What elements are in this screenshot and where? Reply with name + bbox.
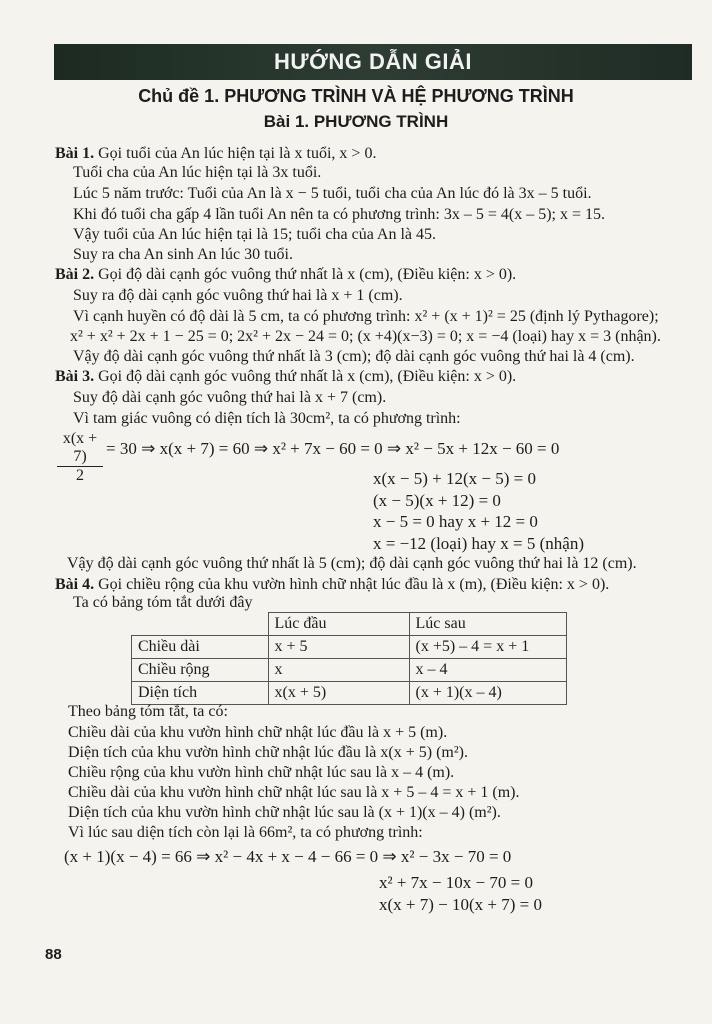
text-line: Diện tích của khu vườn hình chữ nhật lúc đầu là x(x + 5) (m²). <box>68 744 468 761</box>
table-header-row <box>132 613 567 636</box>
text-line: Vậy độ dài cạnh góc vuông thứ nhất là 5 (cm); độ dài cạnh góc vuông thứ hai là 12 (cm). <box>67 555 637 572</box>
equation-step: x² + 7x − 10x − 70 = 0 <box>379 873 533 892</box>
text-line: Suy ra cha An sinh An lúc 30 tuổi. <box>73 246 293 263</box>
text-line: Vậy tuổi của An lúc hiện tại là 15; tuổi cha của An là 45. <box>73 226 437 243</box>
text-line: Tuổi cha của An lúc hiện tại là 3x tuổi. <box>73 164 322 181</box>
table-cell: x <box>268 659 409 682</box>
text-line: Suy ra độ dài cạnh góc vuông thứ hai là x + 1 (cm). <box>73 287 403 304</box>
table-row <box>132 659 567 682</box>
table-row <box>132 636 567 659</box>
table-cell: x(x + 5) <box>268 682 409 705</box>
text-line: Khi đó tuổi cha gấp 4 lần tuổi An nên ta có phương trình: 3x – 5 = 4(x – 5); x = 15. <box>73 206 605 223</box>
equation-step: (x − 5)(x + 12) = 0 <box>373 491 501 510</box>
exercise-2-line: Bài 2. Gọi độ dài cạnh góc vuông thứ nhất là x (cm), (Điều kiện: x > 0). <box>55 266 517 283</box>
text-line: Chiều rộng của khu vườn hình chữ nhật lúc sau là x – 4 (m). <box>68 764 455 781</box>
text-line: Vì tam giác vuông có diện tích là 30cm², ta có phương trình: <box>73 410 461 427</box>
section-banner: HƯỚNG DẪN GIẢI <box>54 44 692 80</box>
lesson-title: Bài 1. PHƯƠNG TRÌNH <box>263 112 449 131</box>
text-line: Vậy độ dài cạnh góc vuông thứ nhất là 3 (cm); độ dài cạnh góc vuông thứ hai là 4 (cm). <box>73 348 635 365</box>
exercise-1-line: Bài 1. Gọi tuổi của An lúc hiện tại là x tuổi, x > 0. <box>55 145 377 162</box>
equation-step: x(x − 5) + 12(x − 5) = 0 <box>373 469 536 488</box>
text-line: Diện tích của khu vườn hình chữ nhật lúc sau là (x + 1)(x – 4) (m²). <box>68 804 501 821</box>
equation-step: x = −12 (loại) hay x = 5 (nhận) <box>373 534 584 553</box>
summary-table <box>131 612 567 705</box>
text-line: Ta có bảng tóm tắt dưới đây <box>73 594 253 611</box>
table-cell: x + 5 <box>268 636 409 659</box>
text-line: Chiều dài của khu vườn hình chữ nhật lúc đầu là x + 5 (m). <box>68 724 448 741</box>
text-line: Lúc 5 năm trước: Tuổi của An là x − 5 tuổi, tuổi cha của An lúc đó là 3x – 5 tuổi. <box>73 185 592 202</box>
text-line: x² + x² + 2x + 1 − 25 = 0; 2x² + 2x − 24 = 0; (x +4)(x−3) = 0; x = −4 (loại) hay x = 3 (nhận). <box>70 328 661 345</box>
table-cell: (x + 1)(x – 4) <box>409 682 566 705</box>
equation-step: x − 5 = 0 hay x + 12 = 0 <box>373 512 538 531</box>
text-line: Suy độ dài cạnh góc vuông thứ hai là x + 7 (cm). <box>73 389 387 406</box>
text-line: Chiều dài của khu vườn hình chữ nhật lúc sau là x + 5 – 4 = x + 1 (m). <box>68 784 520 801</box>
table-cell: x – 4 <box>409 659 566 682</box>
table-cell: Chiều dài <box>132 636 269 659</box>
fraction: $\frac{x(x + 7)}{2}$ <box>57 430 103 485</box>
text-line: Vì cạnh huyền có độ dài là 5 cm, ta có phương trình: x² + (x + 1)² = 25 (định lý Pythagore); <box>73 308 659 325</box>
table-header: Lúc sau <box>409 613 566 636</box>
exercise-4-line: Bài 4. Gọi chiều rộng của khu vườn hình chữ nhật lúc đầu là x (m), (Điều kiện: x > 0). <box>55 576 610 593</box>
table-row <box>132 682 567 705</box>
text-line: Theo bảng tóm tắt, ta có: <box>68 703 228 720</box>
equation-step: x(x + 7) − 10(x + 7) = 0 <box>379 895 542 914</box>
page-number: 88 <box>45 946 62 963</box>
table-cell: (x +5) – 4 = x + 1 <box>409 636 566 659</box>
table-cell <box>132 613 269 636</box>
equation: = 30 ⇒ x(x + 7) = 60 ⇒ x² + 7x − 60 = 0 ⇒ x² − 5x + 12x − 60 = 0 <box>106 439 560 458</box>
topic-title: Chủ đề 1. PHƯƠNG TRÌNH VÀ HỆ PHƯƠNG TRÌNH <box>138 86 574 106</box>
equation: (x + 1)(x − 4) = 66 ⇒ x² − 4x + x − 4 − 66 = 0 ⇒ x² − 3x − 70 = 0 <box>64 847 512 866</box>
exercise-3-line: Bài 3. Gọi độ dài cạnh góc vuông thứ nhất là x (cm), (Điều kiện: x > 0). <box>55 368 517 385</box>
table-header: Lúc đầu <box>268 613 409 636</box>
text-line: Vì lúc sau diện tích còn lại là 66m², ta có phương trình: <box>68 824 423 841</box>
table-cell: Diện tích <box>132 682 269 705</box>
table-cell: Chiều rộng <box>132 659 269 682</box>
